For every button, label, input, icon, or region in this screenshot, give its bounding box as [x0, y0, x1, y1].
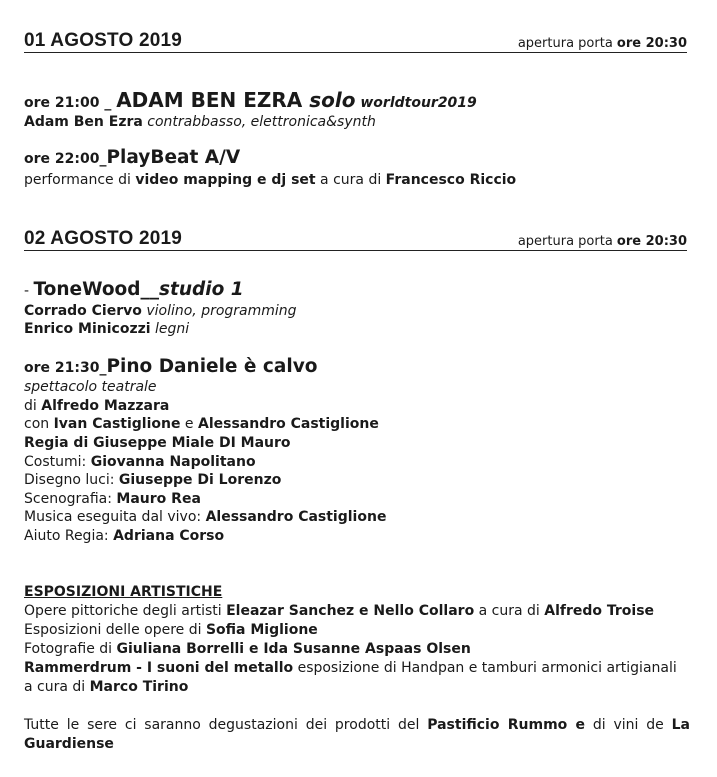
- exhibition-line-2: Esposizioni delle opere di Sofia Miglione: [24, 622, 318, 638]
- day2-header: [24, 228, 687, 251]
- day2-event2-cast: con Ivan Castiglione e Alessandro Castiglione: [24, 416, 379, 432]
- day1-door: apertura porta ore 20:30: [517, 36, 687, 51]
- exhibition-line-5: a cura di Marco Tirino: [24, 679, 189, 695]
- day1-event1-artist: Adam Ben Ezra contrabbasso, elettronica&synth: [24, 114, 376, 130]
- exhibition-line-3: Fotografie di Giuliana Borrelli e Ida Susanne Aspaas Olsen: [24, 641, 471, 657]
- day2-event1-performer2: Enrico Minicozzi legni: [24, 321, 190, 337]
- day2-door: apertura porta ore 20:30: [517, 234, 687, 249]
- credit-aiuto-regia: Aiuto Regia: Adriana Corso: [24, 528, 225, 544]
- day2-event1-title: - ToneWood__studio 1: [24, 279, 244, 300]
- credit-luci: Disegno luci: Giuseppe Di Lorenzo: [24, 472, 282, 488]
- day1-event1-title: ore 21:00 _ ADAM BEN EZRA solo worldtour2019: [24, 88, 477, 112]
- credit-costumi: Costumi: Giovanna Napolitano: [24, 454, 256, 470]
- day1-event2-desc: performance di video mapping e dj set a cura di Francesco Riccio: [24, 172, 517, 188]
- day2-date: 02 AGOSTO 2019: [24, 228, 183, 249]
- day1-date: 01 AGOSTO 2019: [24, 30, 183, 51]
- day2-event2-subtitle: spettacolo teatrale: [24, 379, 157, 395]
- credit-musica: Musica eseguita dal vivo: Alessandro Castiglione: [24, 509, 387, 525]
- exhibitions-heading: ESPOSIZIONI ARTISTICHE: [24, 584, 223, 600]
- day1-event2-title: ore 22:00_PlayBeat A/V: [24, 147, 241, 168]
- footer-note: Tutte le sere ci saranno degustazioni dei prodotti del Pastificio Rummo e di vini de La Guardiense: [24, 717, 690, 752]
- day2-event2-title: ore 21:30_Pino Daniele è calvo: [24, 356, 318, 377]
- day1-header: [24, 30, 687, 53]
- credit-scenografia: Scenografia: Mauro Rea: [24, 491, 201, 507]
- exhibition-line-1: Opere pittoriche degli artisti Eleazar Sanchez e Nello Collaro a cura di Alfredo Troise: [24, 603, 655, 619]
- day2-event2-regia: Regia di Giuseppe Miale DI Mauro: [24, 435, 291, 451]
- day2-event2-author: di Alfredo Mazzara: [24, 398, 170, 414]
- day2-event1-performer1: Corrado Ciervo violino, programming: [24, 303, 297, 319]
- exhibition-line-4: Rammerdrum - I suoni del metallo esposizione di Handpan e tamburi armonici artigianali: [24, 660, 677, 676]
